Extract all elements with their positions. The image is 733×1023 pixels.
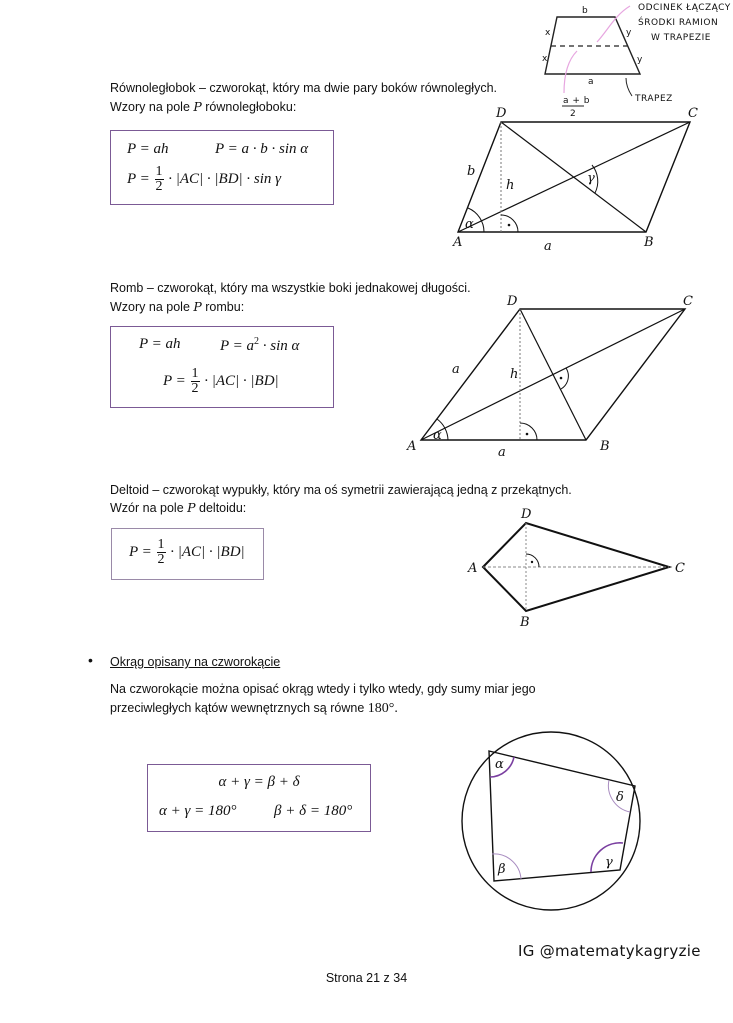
- trapez-arrow: [626, 78, 632, 96]
- kite-formula-box: [111, 528, 264, 580]
- page-number: Strona 21 z 34: [325, 971, 408, 985]
- parallelogram-figure: [440, 100, 733, 260]
- rhombus-definition: Romb – czworokąt, który ma wszystkie boki jednakowej długości.: [110, 281, 471, 295]
- midline-formula-den: 2: [570, 109, 577, 119]
- label-a: a: [544, 239, 552, 254]
- kite-figure: [455, 500, 705, 635]
- text: przeciwległych kątów wewnętrznych są równe: [110, 701, 368, 715]
- right-angle-dot-center: [560, 377, 563, 380]
- angle-beta-arc: [492, 854, 521, 879]
- intro-var: P: [187, 500, 196, 515]
- fraction: $\frac{1}{2}$: [155, 164, 163, 194]
- kite-formulas-intro: [110, 499, 246, 517]
- parallelogram-formula-1: P = ah: [127, 141, 169, 157]
- label-alpha: α: [465, 217, 474, 232]
- trap-label-y2: y: [637, 55, 643, 65]
- diagonal-bd: [520, 309, 586, 440]
- right-angle-arc-base: [520, 423, 537, 440]
- right-angle-arc: [526, 554, 539, 567]
- superscript: 2: [254, 336, 260, 347]
- trap-label-y1: y: [626, 28, 632, 38]
- label-h: h: [510, 367, 519, 382]
- trap-label-b: b: [582, 6, 589, 16]
- right-angle-dot-base: [526, 433, 529, 436]
- label-C: C: [683, 294, 693, 309]
- cyclic-formula-3: β + δ = 180°: [274, 803, 353, 819]
- trap-label-x1: x: [545, 28, 551, 38]
- label-b: b: [467, 164, 476, 179]
- intro-text: Wzór na pole: [110, 501, 188, 515]
- fraction: $\frac{1}{2}$: [191, 366, 199, 396]
- intro-text-post: równoległoboku:: [201, 100, 297, 114]
- parallelogram-formulas-intro: [110, 98, 296, 116]
- label-A: A: [453, 235, 463, 250]
- instagram-signature: IG @matematykagryzie: [518, 942, 701, 960]
- rhombus-formula-3: P = $\frac{1}{2}$ · |AC| · |BD|: [163, 366, 279, 396]
- value-180: 180°.: [367, 701, 398, 716]
- label-alpha: α: [495, 757, 504, 772]
- kite-formula: P = $\frac{1}{2}$ · |AC| · |BD|: [129, 537, 245, 567]
- midline-title-1: ODCINEK ŁĄCZĄCY: [638, 3, 731, 13]
- label-B: B: [520, 615, 530, 630]
- right-angle-dot: [531, 561, 533, 563]
- parallelogram-definition: Równoległobok – czworokąt, który ma dwie pary boków równoległych.: [110, 81, 497, 95]
- rhombus-formula-box: [110, 326, 334, 408]
- label-a-side: a: [452, 362, 460, 377]
- rhombus-figure: [400, 285, 710, 460]
- label-delta: δ: [616, 790, 624, 805]
- intro-text-post: deltoidu:: [195, 501, 247, 515]
- label-a-base: a: [498, 445, 506, 460]
- parallelogram-formula-3: P = $\frac{1}{2}$ · |AC| · |BD| · sin γ: [127, 164, 282, 194]
- cyclic-quadrilateral: [489, 751, 635, 881]
- cyclic-text-line-2: [110, 699, 398, 718]
- diagonal-bd: [501, 122, 646, 232]
- bullet: •: [88, 652, 93, 668]
- label-D: D: [521, 507, 532, 522]
- label-gamma: γ: [587, 171, 595, 186]
- intro-text: Wzory na pole: [110, 100, 194, 114]
- intro-var: P: [193, 299, 202, 314]
- label-h: h: [506, 178, 515, 193]
- cyclic-formula-2: α + γ = 180°: [159, 803, 237, 819]
- cyclic-heading: Okrąg opisany na czworokącie: [110, 655, 281, 669]
- cyclic-formula-1: α + γ = β + δ: [218, 774, 300, 790]
- label-A: A: [468, 561, 478, 576]
- trapez-label: TRAPEZ: [635, 94, 673, 104]
- midline-formula-num: a + b: [563, 96, 590, 106]
- intro-text: Wzory na pole: [110, 300, 194, 314]
- label-beta: β: [498, 862, 506, 877]
- parallelogram-formula-box: [110, 130, 334, 205]
- label-gamma: γ: [605, 855, 613, 870]
- label-A: A: [407, 439, 417, 454]
- rhombus-formula-2: $P = a^2 \cdot \sin \alpha$: [220, 336, 300, 354]
- rhombus-formula-1: P = ah: [139, 336, 181, 352]
- trap-label-x2: x: [542, 54, 548, 64]
- right-angle-arc: [501, 215, 518, 232]
- label-alpha: α: [433, 428, 442, 443]
- intro-text-post: rombu:: [201, 300, 245, 314]
- parallelogram-formula-2: P = a · b · sin α: [215, 141, 309, 157]
- label-D: D: [496, 106, 507, 121]
- pink-arrow-from-formula: [564, 51, 577, 93]
- kite-definition: Deltoid – czworokąt wypukły, który ma oś symetrii zawierającą jedną z przekątnych.: [110, 483, 572, 497]
- cyclic-formula-box: [147, 764, 371, 832]
- cyclic-text-line-1: Na czworokącie można opisać okrąg wtedy i tylko wtedy, gdy sumy miar jego: [110, 682, 536, 696]
- fraction: $\frac{1}{2}$: [157, 537, 165, 567]
- label-C: C: [688, 106, 698, 121]
- midline-title-2: ŚRODKI RAMION: [638, 18, 719, 28]
- label-B: B: [644, 235, 654, 250]
- label-B: B: [600, 439, 610, 454]
- label-D: D: [507, 294, 518, 309]
- trap-label-a: a: [588, 77, 595, 87]
- label-C: C: [675, 561, 685, 576]
- rhombus-formulas-intro: [110, 298, 244, 316]
- cyclic-figure: [450, 730, 670, 920]
- right-angle-dot: [508, 224, 511, 227]
- midline-title-3: W TRAPEZIE: [651, 33, 711, 43]
- intro-var: P: [193, 99, 202, 114]
